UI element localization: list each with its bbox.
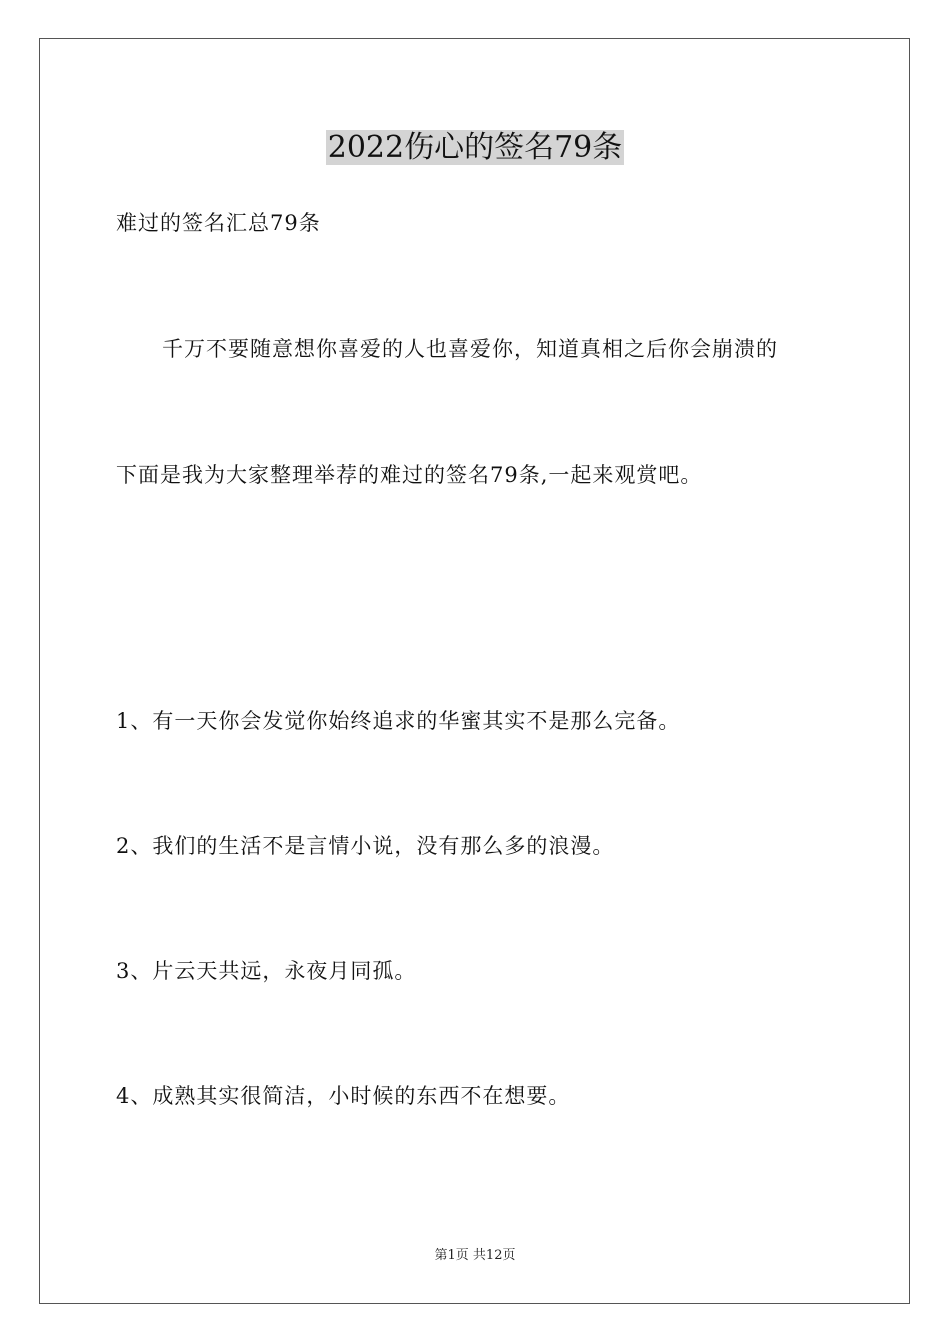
intro-paragraph-line-1: 千万不要随意想你喜爱的人也喜爱你，知道真相之后你会崩溃的 xyxy=(162,337,778,361)
list-item-4: 4、成熟其实很简洁，小时候的东西不在想要。 xyxy=(116,1084,571,1108)
list-item-2: 2、我们的生活不是言情小说，没有那么多的浪漫。 xyxy=(116,834,615,858)
page-footer: 第1页 共12页 xyxy=(434,1248,516,1263)
document-title-text: 2022伤心的签名79条 xyxy=(327,130,623,165)
list-item-3: 3、片云天共远，永夜月同孤。 xyxy=(116,959,417,983)
document-title xyxy=(0,126,950,170)
intro-paragraph-line-2: 下面是我为大家整理举荐的难过的签名79条,一起来观赏吧。 xyxy=(116,463,703,487)
list-item-1: 1、有一天你会发觉你始终追求的华蜜其实不是那么完备。 xyxy=(116,709,681,733)
subtitle: 难过的签名汇总79条 xyxy=(116,211,321,235)
